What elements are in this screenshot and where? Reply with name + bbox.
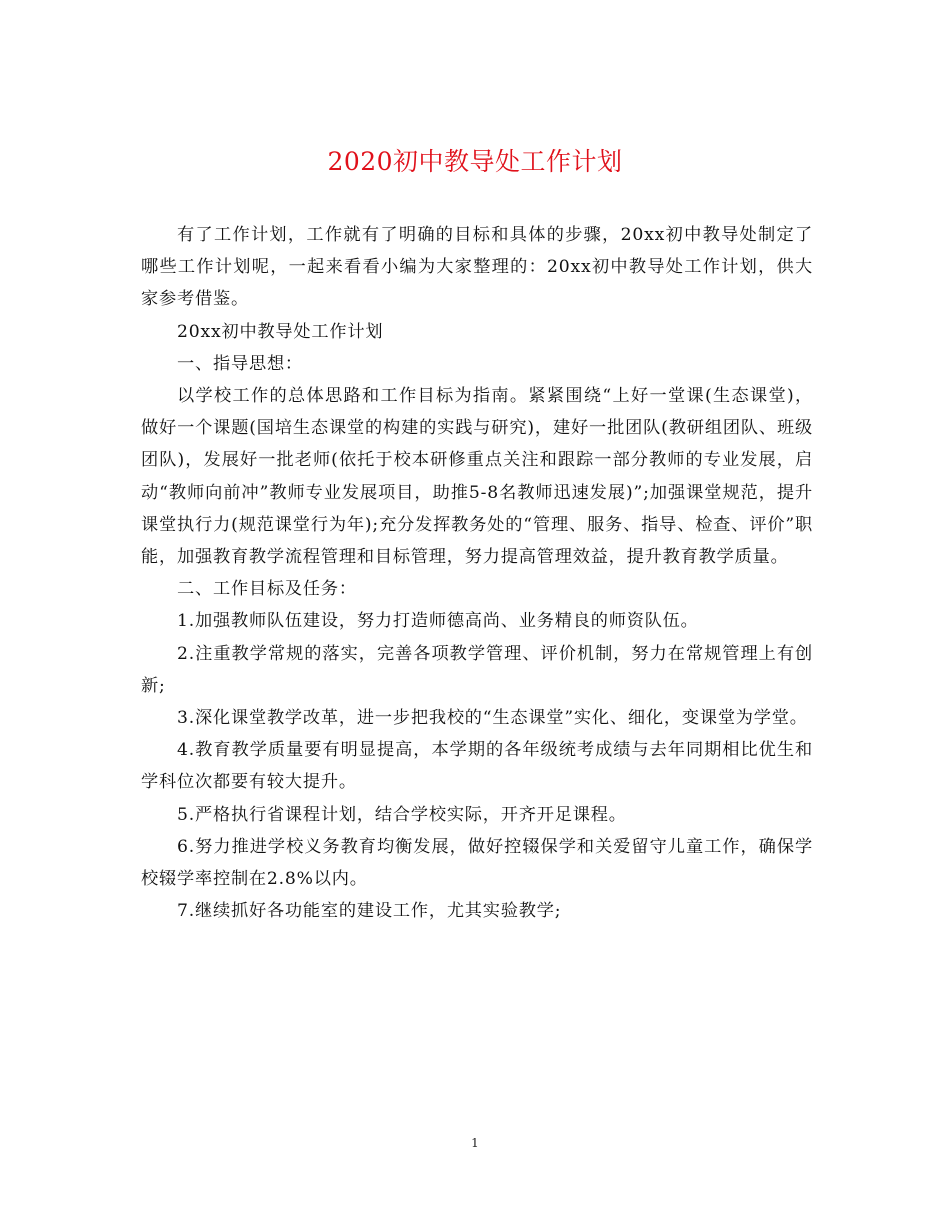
subtitle-paragraph: 20xx初中教导处工作计划 — [177, 321, 384, 342]
goal-item-7: 7.继续抓好各功能室的建设工作，尤其实验教学; — [177, 901, 562, 922]
section-heading-guiding-ideology: 一、指导思想： — [177, 353, 303, 374]
document-body — [141, 219, 813, 927]
document-title: 2020初中教导处工作计划 — [327, 147, 623, 176]
goal-item-4: 4.教育教学质量要有明显提高，本学期的各年级统考成绩与去年同期相比优生和学科位次都要有较大提升。 — [141, 740, 813, 793]
section-heading-goals-tasks: 二、工作目标及任务： — [177, 579, 357, 600]
goal-item-5: 5.严格执行省课程计划，结合学校实际，开齐开足课程。 — [177, 804, 627, 825]
goal-item-1: 1.加强教师队伍建设，努力打造师德高尚、业务精良的师资队伍。 — [177, 611, 699, 632]
page-number: 1 — [471, 1136, 479, 1150]
intro-paragraph: 有了工作计划，工作就有了明确的目标和具体的步骤，20xx初中教导处制定了哪些工作计划呢，一起来看看小编为大家整理的：20xx初中教导处工作计划，供大家参考借鉴。 — [141, 225, 813, 310]
goal-item-2: 2.注重教学常规的落实，完善各项教学管理、评价机制，努力在常规管理上有创新; — [141, 643, 813, 696]
goal-item-6: 6.努力推进学校义务教育均衡发展，做好控辍保学和关爱留守儿童工作，确保学校辍学率控制在2.8%以内。 — [141, 836, 813, 890]
guiding-ideology-paragraph: 以学校工作的总体思路和工作目标为指南。紧紧围绕“上好一堂课(生态课堂)，做好一个课题(国培生态课堂的构建的实践与研究)，建好一批团队(教研组团队、班级团队)，发展好一批老师(依托于校本研修重点关注和跟踪一部分教师的专业发展，启动“教师向前冲”教师专业发展项目，助推5-8名教师迅速发展)”;加强课堂规范，提升课堂执行力(规范课堂行为年);充分发挥教务处的“管理、服务、指导、检查、评价”职能，加强教育教学流程管理和目标管理，努力提高管理效益，提升教育教学质量。 — [141, 386, 813, 568]
goal-item-3: 3.深化课堂教学改革，进一步把我校的“生态课堂”实化、细化，变课堂为学堂。 — [177, 708, 808, 729]
